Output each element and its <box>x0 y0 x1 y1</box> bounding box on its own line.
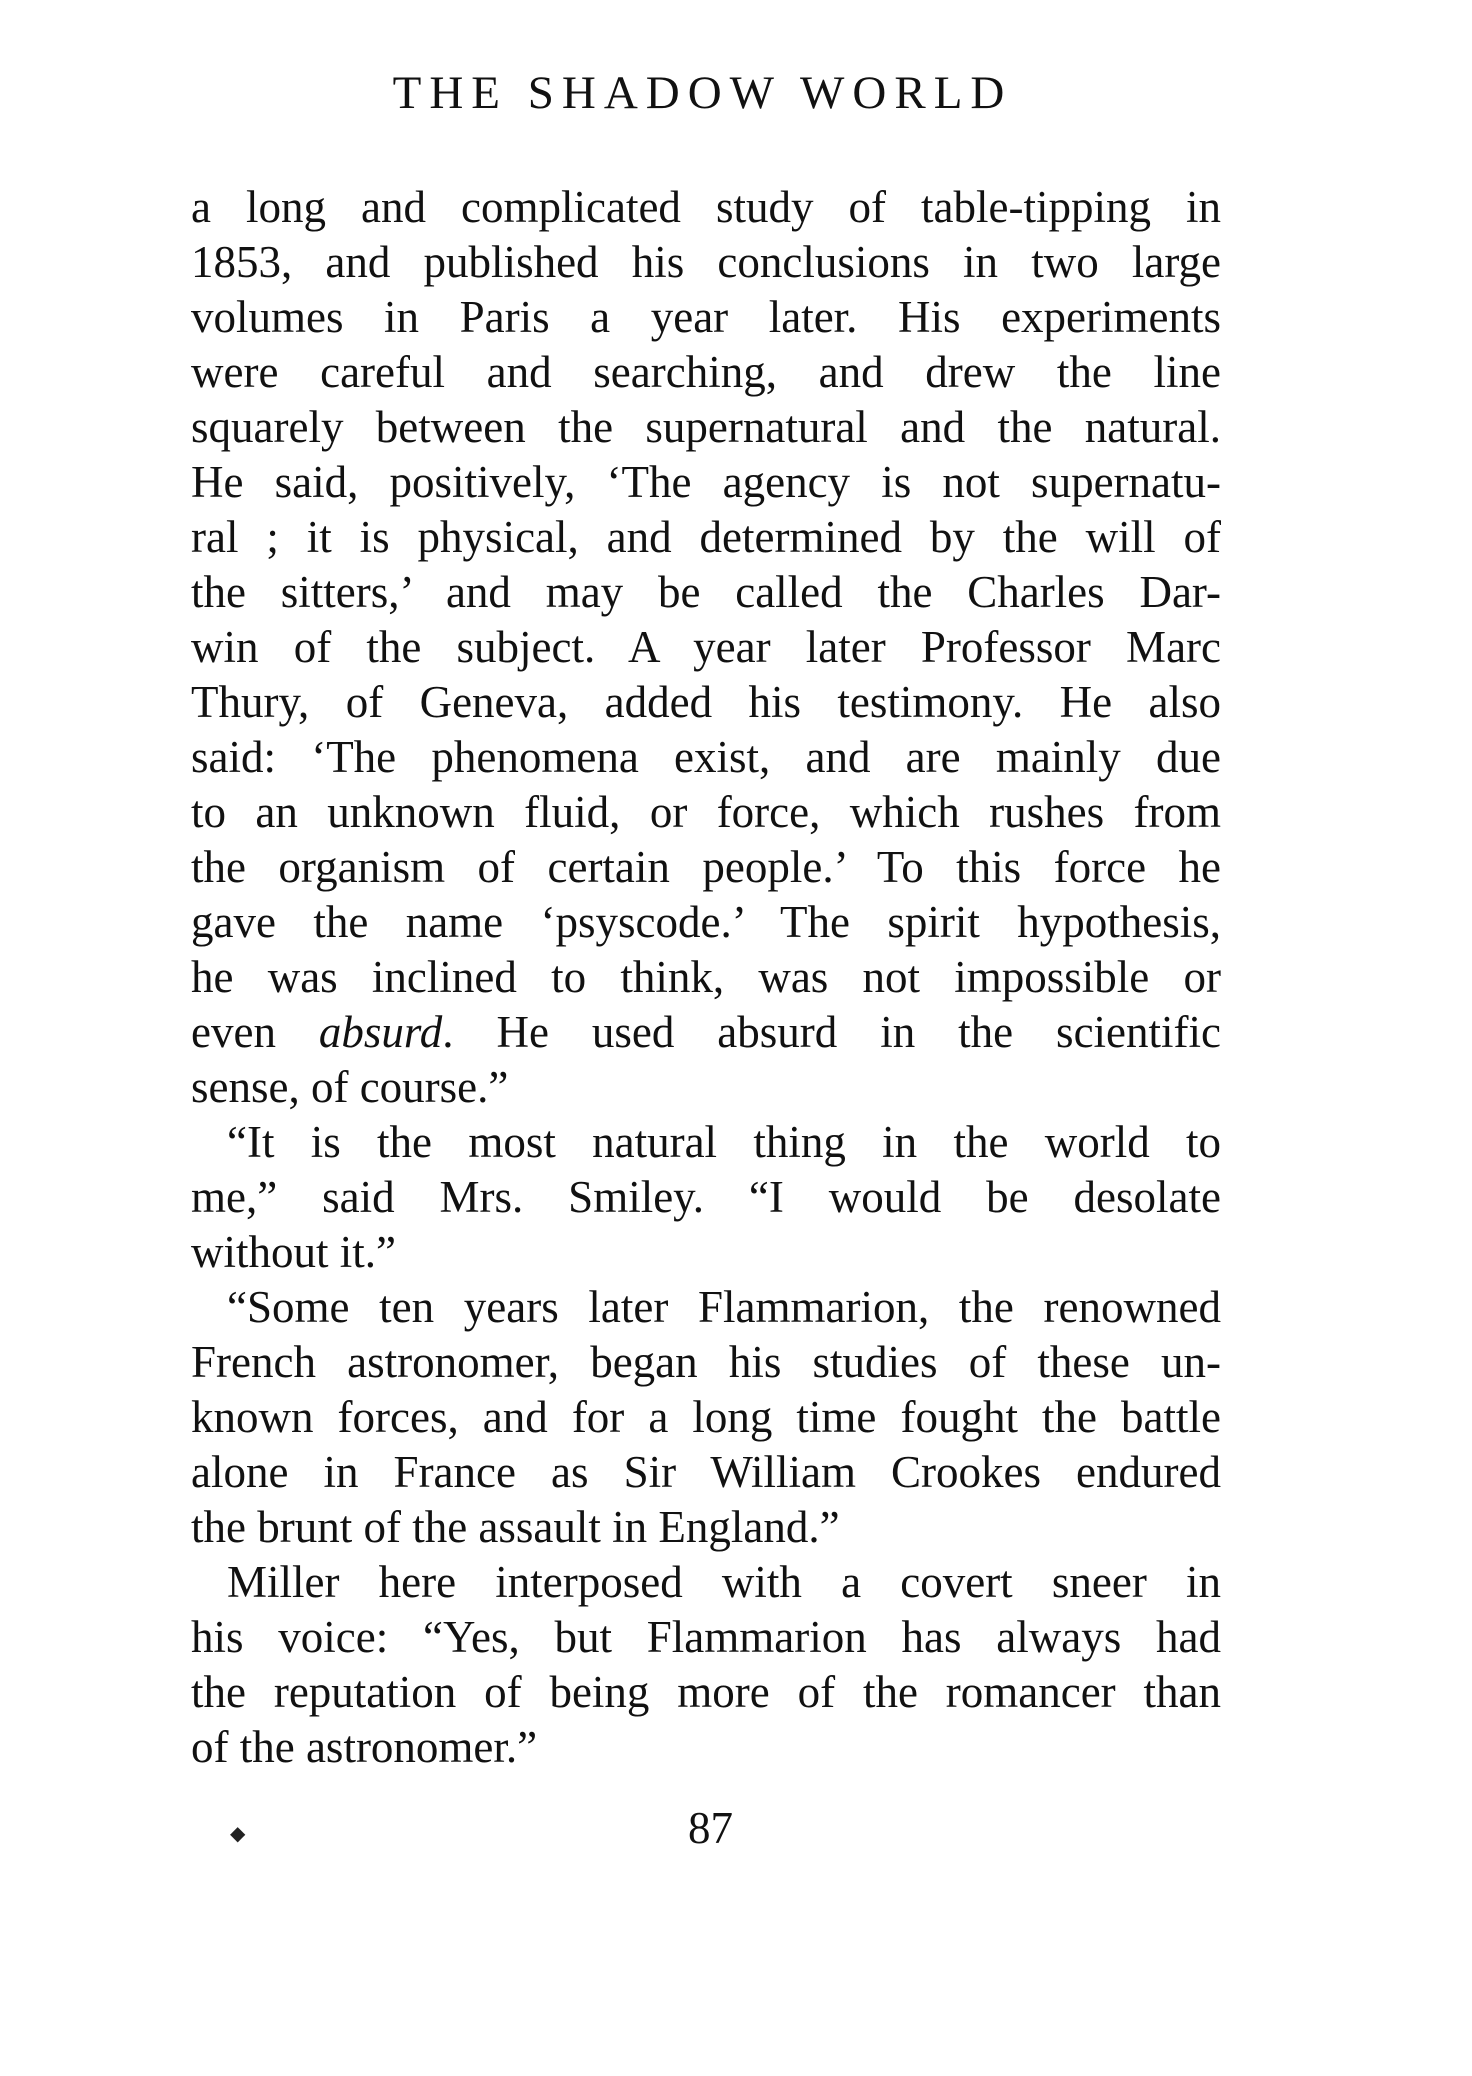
text-line: without it.” <box>191 1227 396 1277</box>
text-line: the sitters,’ and may be called the Charles Dar- <box>191 567 1221 617</box>
text-line: He said, positively, ‘The agency is not supernatu- <box>191 457 1221 507</box>
text-line: alone in France as Sir William Crookes endured <box>191 1447 1221 1497</box>
text-line: sense, of course.” <box>191 1062 509 1112</box>
text-line: a long and complicated study of table-tipping in <box>191 182 1221 232</box>
running-head: THE SHADOW WORLD <box>392 67 1013 119</box>
text-line: win of the subject. A year later Professor Marc <box>191 622 1221 672</box>
printer-ornament: ◆ <box>230 1823 246 1845</box>
text-line: known forces, and for a long time fought the battle <box>191 1392 1221 1442</box>
text-line: the organism of certain people.’ To this force he <box>191 842 1221 892</box>
text-line: me,” said Mrs. Smiley. “I would be desolate <box>191 1172 1221 1222</box>
text-line: he was inclined to think, was not impossible or <box>191 952 1221 1002</box>
text-line: squarely between the supernatural and the natural. <box>191 402 1221 452</box>
page-number: 87 <box>688 1803 733 1853</box>
text-line: the brunt of the assault in England.” <box>191 1502 840 1552</box>
text-line: even absurd. He used absurd in the scientific <box>191 1007 1221 1057</box>
text-line: French astronomer, began his studies of these un- <box>191 1337 1221 1387</box>
text-line: the reputation of being more of the romancer than <box>191 1667 1221 1717</box>
text-line: gave the name ‘psyscode.’ The spirit hypothesis, <box>191 897 1221 947</box>
italic-word: absurd <box>318 1007 443 1057</box>
text-line: “It is the most natural thing in the world to <box>227 1117 1221 1167</box>
body-text <box>191 180 1221 1775</box>
text-line: to an unknown fluid, or force, which rushes from <box>191 787 1221 837</box>
text-line: of the astronomer.” <box>191 1722 538 1772</box>
text-line: said: ‘The phenomena exist, and are mainly due <box>191 732 1221 782</box>
text-line: volumes in Paris a year later. His experiments <box>191 292 1221 342</box>
text-line: Miller here interposed with a covert sneer in <box>227 1557 1221 1607</box>
text-line: 1853, and published his conclusions in two large <box>191 237 1221 287</box>
text-line: his voice: “Yes, but Flammarion has always had <box>191 1612 1221 1662</box>
text-line: Thury, of Geneva, added his testimony. He also <box>191 677 1221 727</box>
text-line: were careful and searching, and drew the line <box>191 347 1221 397</box>
text-line: “Some ten years later Flammarion, the renowned <box>227 1282 1221 1332</box>
text-line: ral ; it is physical, and determined by the will of <box>191 512 1221 562</box>
